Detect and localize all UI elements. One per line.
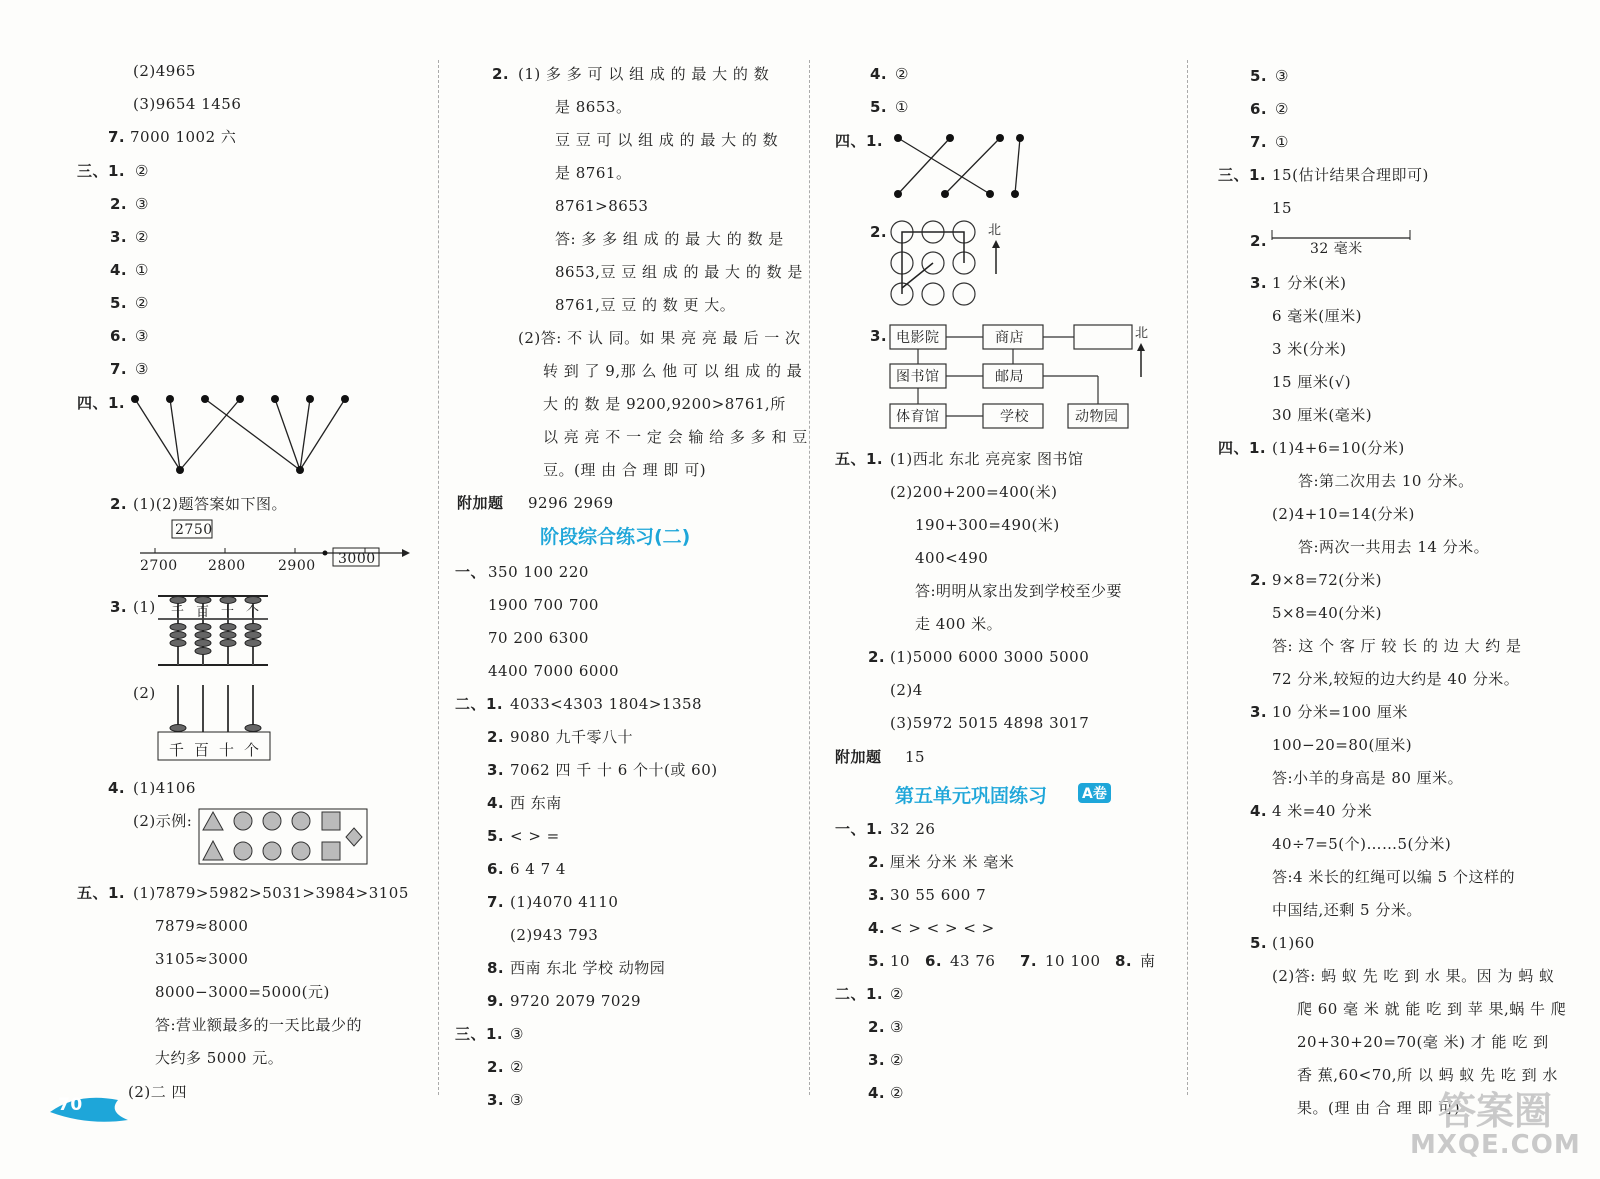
question-number: 2. bbox=[870, 223, 888, 241]
question-number: 3. bbox=[110, 228, 128, 246]
answer-line: 答:小羊的身高是 80 厘米。 bbox=[1272, 769, 1464, 787]
section-number: 二、1. bbox=[835, 985, 884, 1003]
answer-line: 70 200 6300 bbox=[488, 629, 589, 647]
question-number: 4. bbox=[108, 779, 126, 797]
crossing-lines-diagram bbox=[890, 130, 1030, 200]
answer-line: 9720 2079 7029 bbox=[510, 992, 642, 1010]
question-number: 2. bbox=[110, 495, 128, 513]
answer-line: 15 bbox=[905, 748, 926, 766]
answer-line: 豆 豆 可 以 组 成 的 最 大 的 数 bbox=[555, 131, 779, 149]
answer-line: 9×8=72(分米) bbox=[1272, 571, 1383, 589]
question-number: 2. bbox=[868, 1018, 886, 1036]
answer-line: 9296 2969 bbox=[528, 494, 614, 512]
answer-line: ② bbox=[135, 162, 149, 180]
question-number: 5. bbox=[870, 98, 888, 116]
answer-line: 西南 东北 学校 动物园 bbox=[510, 959, 666, 977]
answer-line: ② bbox=[510, 1058, 524, 1076]
answer-line: (2)二 四 bbox=[128, 1083, 188, 1101]
answer-line: 15 厘米(√) bbox=[1272, 373, 1352, 391]
answer-line: (1)5000 6000 3000 5000 bbox=[890, 648, 1090, 666]
answer-line: ③ bbox=[890, 1018, 904, 1036]
tick-label: 2800 bbox=[208, 558, 246, 574]
question-number: 7. bbox=[108, 128, 126, 146]
answer-line: ② bbox=[135, 294, 149, 312]
abacus-label: 百 bbox=[196, 605, 210, 620]
map-location: 电影院 bbox=[896, 330, 940, 346]
map-location: 图书馆 bbox=[896, 369, 940, 385]
column-divider bbox=[438, 60, 439, 1095]
answer-line: (1) bbox=[133, 598, 156, 616]
answer-line: (2)答: 不 认 同。如 果 亮 亮 最 后 一 次 bbox=[518, 329, 801, 347]
answer-line: (2)943 793 bbox=[510, 926, 599, 944]
section-number: 一、 bbox=[455, 563, 487, 581]
answer-line: < > = bbox=[510, 827, 560, 845]
section-number: 五、1. bbox=[835, 450, 884, 468]
question-number: 2. bbox=[487, 728, 505, 746]
section-number: 一、1. bbox=[835, 820, 884, 838]
answer-line: 答: 这 个 客 厅 较 长 的 边 大 约 是 bbox=[1272, 637, 1522, 655]
abacus-label: 百 bbox=[194, 741, 210, 759]
section-badge: A卷 bbox=[1078, 783, 1111, 803]
question-number: 7. bbox=[1250, 133, 1268, 151]
answer-line: ② bbox=[890, 985, 904, 1003]
answer-line: 10 bbox=[890, 952, 911, 970]
answer-line: 3 米(分米) bbox=[1272, 340, 1347, 358]
answer-line: (2)200+200=400(米) bbox=[890, 483, 1058, 501]
answer-line: (2)4 bbox=[890, 681, 923, 699]
question-number: 2. bbox=[868, 853, 886, 871]
question-number: 4. bbox=[487, 794, 505, 812]
answer-line: 8761>8653 bbox=[555, 197, 649, 215]
answer-line: 豆。(理 由 合 理 即 可) bbox=[543, 461, 707, 479]
answer-line: ③ bbox=[510, 1091, 524, 1109]
answer-line: ② bbox=[135, 228, 149, 246]
question-number: 2. bbox=[487, 1058, 505, 1076]
map-location: 邮局 bbox=[995, 369, 1024, 385]
answer-line: (1) 多 多 可 以 组 成 的 最 大 的 数 bbox=[518, 65, 770, 83]
north-arrow-icon bbox=[990, 240, 1002, 275]
question-number: 4. bbox=[868, 1084, 886, 1102]
section-number: 三、1. bbox=[77, 162, 126, 180]
answer-line: 南 bbox=[1140, 952, 1156, 970]
number-box: 2750 bbox=[175, 522, 213, 538]
answer-line: 20+30+20=70(毫 米) 才 能 吃 到 bbox=[1297, 1033, 1549, 1051]
page-number: 70 bbox=[58, 1095, 83, 1115]
answer-line: 100−20=80(厘米) bbox=[1272, 736, 1413, 754]
answer-line: 1 分米(米) bbox=[1272, 274, 1347, 292]
question-number: 5. bbox=[868, 952, 886, 970]
north-label: 北 bbox=[988, 223, 1002, 238]
answer-line: ③ bbox=[1275, 67, 1289, 85]
question-number: 2. bbox=[492, 65, 510, 83]
answer-line: ② bbox=[1275, 100, 1289, 118]
answer-line: 中国结,还剩 5 分米。 bbox=[1272, 901, 1422, 919]
answer-line: 3105≈3000 bbox=[155, 950, 249, 968]
answer-line: 30 55 600 7 bbox=[890, 886, 987, 904]
answer-line: ① bbox=[135, 261, 149, 279]
answer-line: 15(估计结果合理即可) bbox=[1272, 166, 1429, 184]
abacus-label: 千 bbox=[171, 605, 185, 620]
answer-line: 8653,豆 豆 组 成 的 最 大 的 数 是 bbox=[555, 263, 803, 281]
watermark-url: MXQE.COM bbox=[1410, 1130, 1581, 1160]
answer-line: ① bbox=[1275, 133, 1289, 151]
section-number: 五、1. bbox=[77, 884, 126, 902]
question-number: 4. bbox=[870, 65, 888, 83]
answer-line: (2)答: 蚂 蚁 先 吃 到 水 果。因 为 蚂 蚁 bbox=[1272, 967, 1555, 985]
question-number: 6. bbox=[487, 860, 505, 878]
answer-line: (3)5972 5015 4898 3017 bbox=[890, 714, 1090, 732]
question-number: 5. bbox=[487, 827, 505, 845]
question-number: 3. bbox=[1250, 703, 1268, 721]
question-number: 8. bbox=[487, 959, 505, 977]
answer-line: 答:第二次用去 10 分米。 bbox=[1298, 472, 1474, 490]
question-number: 6. bbox=[1250, 100, 1268, 118]
section-number: 二、1. bbox=[455, 695, 504, 713]
answer-line: (1)7879>5982>5031>3984>3105 bbox=[133, 884, 409, 902]
question-number: 3. bbox=[487, 1091, 505, 1109]
answer-line: (2) bbox=[133, 684, 156, 702]
answer-line: 4400 7000 6000 bbox=[488, 662, 620, 680]
answer-line: 30 厘米(毫米) bbox=[1272, 406, 1373, 424]
section-number: 四、1. bbox=[1218, 439, 1267, 457]
answer-line: 10 100 bbox=[1045, 952, 1101, 970]
question-number: 2. bbox=[868, 648, 886, 666]
tick-label: 2700 bbox=[140, 558, 178, 574]
answer-line: 7879≈8000 bbox=[155, 917, 249, 935]
watermark bbox=[1410, 1091, 1580, 1159]
map-location: 商店 bbox=[995, 330, 1024, 346]
question-number: 5. bbox=[110, 294, 128, 312]
answer-line: 72 分米,较短的边大约是 40 分米。 bbox=[1272, 670, 1520, 688]
question-number: 2. bbox=[110, 195, 128, 213]
question-number: 7. bbox=[110, 360, 128, 378]
answer-line: 答:明明从家出发到学校至少要 bbox=[915, 582, 1123, 600]
answer-line: 西 东南 bbox=[510, 794, 562, 812]
section-title: 第五单元巩固练习 bbox=[895, 785, 1048, 807]
abacus-label: 十 bbox=[221, 605, 235, 620]
answer-line: (1)60 bbox=[1272, 934, 1315, 952]
answer-line: 是 8761。 bbox=[555, 164, 632, 182]
answer-line: 走 400 米。 bbox=[915, 615, 1003, 633]
answer-line: 大约多 5000 元。 bbox=[155, 1049, 284, 1067]
map-location: 体育馆 bbox=[896, 409, 940, 425]
question-number: 2. bbox=[1250, 232, 1268, 250]
answer-line: 190+300=490(米) bbox=[915, 516, 1060, 534]
answer-line: < > < > < > bbox=[890, 919, 995, 937]
answer-line: (2)4965 bbox=[133, 62, 196, 80]
matching-lines-diagram bbox=[125, 392, 365, 477]
answer-line: 8000−3000=5000(元) bbox=[155, 983, 330, 1001]
map-location: 动物园 bbox=[1075, 409, 1119, 425]
question-number: 5. bbox=[1250, 934, 1268, 952]
question-number: 9. bbox=[487, 992, 505, 1010]
watermark-logo: 答案圈 bbox=[1437, 1089, 1552, 1133]
question-number: 2. bbox=[1250, 571, 1268, 589]
question-number: 3. bbox=[110, 598, 128, 616]
question-number: 3. bbox=[870, 327, 888, 345]
answer-line: (1)西北 东北 亮亮家 图书馆 bbox=[890, 450, 1084, 468]
answer-line: 爬 60 毫 米 就 能 吃 到 苹 果,蜗 牛 爬 bbox=[1297, 1000, 1567, 1018]
section-number: 四、1. bbox=[835, 132, 884, 150]
answer-line: (2)示例: bbox=[133, 812, 193, 830]
answer-line: (1)4070 4110 bbox=[510, 893, 619, 911]
answer-line: 香 蕉,60<70,所 以 蚂 蚁 先 吃 到 水 bbox=[1297, 1066, 1558, 1084]
answer-line: 1900 700 700 bbox=[488, 596, 599, 614]
answer-line: 6 毫米(厘米) bbox=[1272, 307, 1363, 325]
answer-line: ③ bbox=[135, 195, 149, 213]
abacus-label: 千 bbox=[169, 741, 185, 759]
page-number-badge bbox=[48, 1090, 128, 1124]
answer-line: 43 76 bbox=[950, 952, 996, 970]
section-number: 三、1. bbox=[1218, 166, 1267, 184]
map-location: 学校 bbox=[1000, 409, 1029, 425]
question-number: 4. bbox=[110, 261, 128, 279]
extra-question-label: 附加题 bbox=[835, 748, 882, 766]
column-divider bbox=[809, 60, 810, 1095]
answer-line: 4033<4303 1804>1358 bbox=[510, 695, 703, 713]
answer-line: ③ bbox=[135, 360, 149, 378]
north-label: 北 bbox=[1135, 326, 1149, 341]
question-number: 7. bbox=[487, 893, 505, 911]
answer-line: 40÷7=5(个)……5(分米) bbox=[1272, 835, 1452, 853]
shape-pattern bbox=[198, 808, 370, 866]
question-number: 3. bbox=[868, 1051, 886, 1069]
abacus-label: 个 bbox=[244, 741, 260, 759]
answer-line: ② bbox=[890, 1051, 904, 1069]
answer-line: 400<490 bbox=[915, 549, 989, 567]
answer-line: 厘米 分米 米 毫米 bbox=[890, 853, 1015, 871]
answer-line: 32 26 bbox=[890, 820, 936, 838]
answer-line: 8761,豆 豆 的 数 更 大。 bbox=[555, 296, 736, 314]
number-box: 3000 bbox=[338, 551, 376, 567]
answer-line: 是 8653。 bbox=[555, 98, 632, 116]
question-number: 4. bbox=[1250, 802, 1268, 820]
answer-line: (1)4106 bbox=[133, 779, 196, 797]
answer-line: (2)4+10=14(分米) bbox=[1272, 505, 1415, 523]
answer-line: ③ bbox=[135, 327, 149, 345]
extra-question-label: 附加题 bbox=[457, 494, 504, 512]
question-number: 6. bbox=[110, 327, 128, 345]
question-number: 3. bbox=[1250, 274, 1268, 292]
answer-line: 6 4 7 4 bbox=[510, 860, 566, 878]
answer-line: (1)4+6=10(分米) bbox=[1272, 439, 1405, 457]
section-number: 四、1. bbox=[77, 394, 126, 412]
question-number: 6. bbox=[925, 952, 943, 970]
answer-line: 答:两次一共用去 14 分米。 bbox=[1298, 538, 1490, 556]
answer-line: 果。(理 由 合 理 即 可) bbox=[1297, 1099, 1461, 1117]
question-number: 8. bbox=[1115, 952, 1133, 970]
segment-label: 32 毫米 bbox=[1310, 241, 1363, 257]
north-arrow-icon bbox=[1135, 343, 1147, 378]
answer-line: ② bbox=[895, 65, 909, 83]
question-number: 3. bbox=[487, 761, 505, 779]
tick-label: 2900 bbox=[278, 558, 316, 574]
abacus-label: 十 bbox=[219, 741, 235, 759]
question-number: 3. bbox=[868, 886, 886, 904]
abacus-label: 个 bbox=[246, 605, 260, 620]
answer-line: 答:4 米长的红绳可以编 5 个这样的 bbox=[1272, 868, 1515, 886]
answer-line: 5×8=40(分米) bbox=[1272, 604, 1383, 622]
section-title: 阶段综合练习(二) bbox=[540, 526, 691, 548]
answer-line: 7062 四 千 十 6 个十(或 60) bbox=[510, 761, 718, 779]
column-divider bbox=[1187, 60, 1188, 1095]
answer-line: ① bbox=[895, 98, 909, 116]
answer-line: 以 亮 亮 不 一 定 会 输 给 多 多 和 豆 bbox=[543, 428, 808, 446]
section-number: 三、1. bbox=[455, 1025, 504, 1043]
answer-line: 15 bbox=[1272, 199, 1293, 217]
answer-line: 答:营业额最多的一天比最少的 bbox=[155, 1016, 363, 1034]
answer-line: 350 100 220 bbox=[488, 563, 589, 581]
question-number: 4. bbox=[868, 919, 886, 937]
answer-line: 4 米=40 分米 bbox=[1272, 802, 1373, 820]
answer-line: 7000 1002 六 bbox=[130, 128, 237, 146]
answer-line: 10 分米=100 厘米 bbox=[1272, 703, 1408, 721]
answer-line: (3)9654 1456 bbox=[133, 95, 242, 113]
circle-grid-route bbox=[888, 218, 988, 308]
answer-line: 大 的 数 是 9200,9200>8761,所 bbox=[543, 395, 786, 413]
answer-line: 转 到 了 9,那 么 他 可 以 组 成 的 最 bbox=[543, 362, 803, 380]
question-number: 5. bbox=[1250, 67, 1268, 85]
answer-line: ③ bbox=[510, 1025, 524, 1043]
answer-line: 答: 多 多 组 成 的 最 大 的 数 是 bbox=[555, 230, 784, 248]
question-number: 7. bbox=[1020, 952, 1038, 970]
answer-line: (1)(2)题答案如下图。 bbox=[133, 495, 287, 513]
answer-line: 9080 九千零八十 bbox=[510, 728, 633, 746]
answer-line: ② bbox=[890, 1084, 904, 1102]
